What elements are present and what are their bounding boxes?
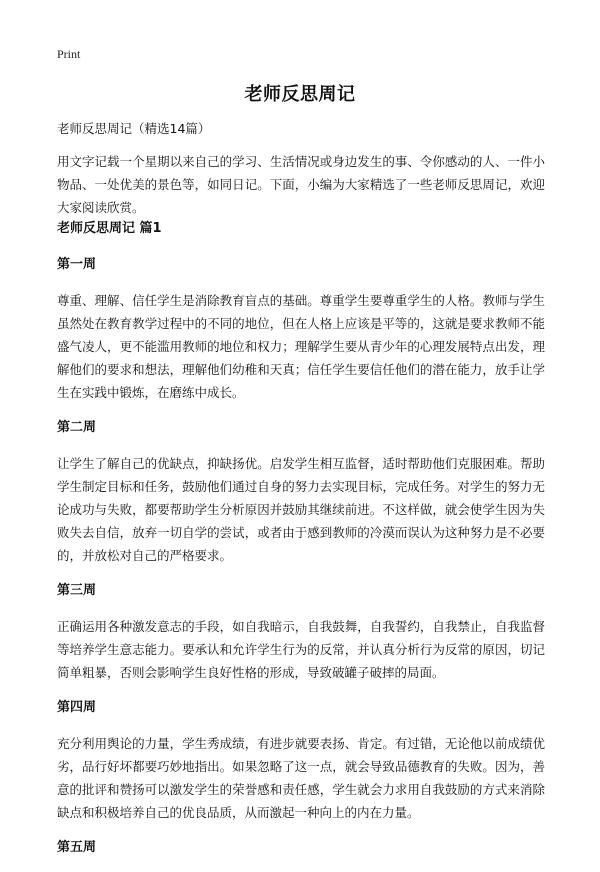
- print-link[interactable]: Print: [57, 47, 81, 61]
- week-paragraph: 尊重、理解、信任学生是消除教育盲点的基础。尊重学生要尊重学生的人格。教师与学生虽然处在教育教学过程中的不同的地位，但在人格上应该是平等的，这就是要求教师不能盛气凌人，更不能滥用教师的地位和权力；理解学生要从青少年的心理发展特点出发，理解他们的要求和想法，理解他们幼稚和天真；信任学生要信任他们的潜在能力，放手让学生在实践中锻炼，在磨练中成长。: [57, 293, 545, 400]
- week-block: [57, 418, 545, 567]
- document-subtitle: 老师反思周记（精选14篇）: [57, 121, 211, 136]
- week-paragraph: 充分利用舆论的力量，学生秀成绩，有进步就要表扬、肯定。有过错，无论他以前成绩优劣，品行好坏都要巧妙地指出。如果忽略了这一点，就会导致品德教育的失败。因为，善意的批评和赞扬可以激发学生的荣誉感和责任感，学生就会力求用自我鼓励的方式来消除缺点和积极培养自己的优良品质，从而激起一种向上的内在力量。: [57, 736, 545, 820]
- week-heading: 第四周: [57, 700, 97, 715]
- week-block: [57, 581, 545, 684]
- document-body: [57, 118, 545, 872]
- week-block: [57, 698, 545, 824]
- week-heading: 第三周: [57, 583, 97, 598]
- week-paragraph: 让学生了解自己的优缺点，抑缺扬优。启发学生相互监督，适时帮助他们克服困难。帮助学生制定目标和任务，鼓励他们通过自身的努力去实现目标，完成任务。对学生的努力无论成功与失败，都要帮助学生分析原因并鼓励其继续前进。不这样做，就会使学生因为失败失去自信，放弃一切自学的尝试，或者由于感到教师的冷漠而误认为这种努力是不必要的，并放松对自己的严格要求。: [57, 456, 545, 563]
- week-block: [57, 838, 545, 858]
- week-paragraph: 正确运用各种激发意志的手段，如自我暗示，自我鼓舞，自我誓约，自我禁止，自我监督等培养学生意志能力。要承认和允许学生行为的反常，并认真分析行为反常的原因，切记简单粗暴，否则会影响学生良好性格的形成，导致破罐子破摔的局面。: [57, 619, 545, 680]
- week-heading: 第五周: [57, 840, 97, 855]
- week-heading: 第一周: [57, 257, 97, 272]
- week-block: [57, 255, 545, 404]
- week-heading: 第二周: [57, 420, 97, 435]
- intro-paragraph: 用文字记载一个星期以来自己的学习、生活情况或身边发生的事、令你感动的人、一件小物品、一处优美的景色等，如同日记。下面，小编为大家精选了一些老师反思周记，欢迎大家阅读欣赏。: [57, 154, 545, 215]
- section-heading: 老师反思周记 篇1: [57, 221, 162, 236]
- page-title: 老师反思周记: [244, 84, 356, 105]
